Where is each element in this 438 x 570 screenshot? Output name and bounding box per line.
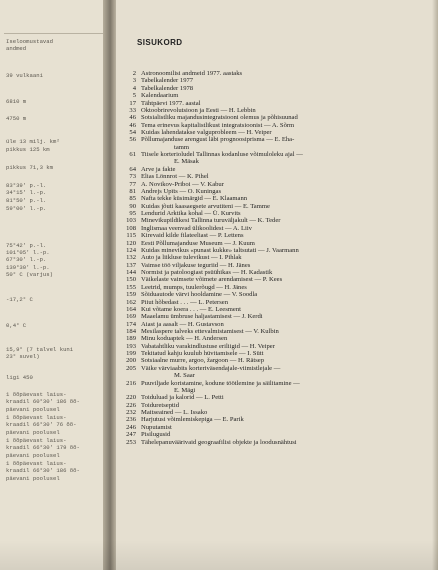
- toc-entry: [116, 107, 438, 114]
- left-page-line: 81°50' p.-l.: [6, 197, 47, 204]
- toc-page-number: 33: [129, 106, 136, 114]
- toc-page-number: 247: [126, 431, 136, 439]
- toc-entry-title: Sõiduautode värvi hooldamine — V. Soodla: [141, 291, 258, 299]
- toc-page-number: 115: [126, 232, 136, 240]
- toc-entry-title: Kuidas lahendatakse valguprobleem — H. Veiper: [141, 129, 272, 136]
- toc-entry: [116, 203, 438, 210]
- left-page-line: pikkus 125 km: [6, 146, 50, 153]
- toc-page-number: 5: [132, 92, 136, 100]
- toc-page-number: 200: [126, 357, 136, 365]
- toc-page-number: 193: [126, 342, 136, 350]
- toc-entry: [116, 357, 438, 364]
- toc-entry-title: Andrejs Upīts — O. Kuningas: [141, 187, 222, 195]
- left-page-line: 75°42' p.-l.: [6, 242, 47, 249]
- left-page-line: pikkus 71,3 km: [6, 164, 53, 171]
- toc-page-number: 46: [129, 114, 136, 122]
- left-page-line: 6810 m: [6, 98, 27, 105]
- toc-page-number: 132: [126, 254, 136, 262]
- toc-entry-title: Tekitatud kahju kuulub hüvitamisele — I. Sütt: [141, 350, 264, 358]
- toc-entry: [116, 380, 438, 387]
- toc-entry: [116, 210, 438, 217]
- left-page-line: päevani poolusel: [6, 429, 60, 436]
- left-page-line: 34°15' l.-p.: [6, 189, 47, 196]
- left-page-line: 1 õõpäevast laius-: [6, 437, 67, 444]
- toc-entry: [116, 188, 438, 195]
- toc-entry: [116, 313, 438, 320]
- toc-entry: [116, 70, 438, 77]
- left-page-line: 1 õõpäevast laius-: [6, 414, 67, 421]
- toc-page-number: 169: [126, 313, 136, 321]
- toc-entry: [116, 424, 438, 431]
- toc-entry-title: Kui võtame koera . . . — E. Leesment: [141, 305, 241, 313]
- toc-page-number: 226: [126, 401, 136, 409]
- toc-entry: [116, 372, 438, 379]
- toc-entry-title: Tabelkalender 1978: [141, 84, 194, 92]
- toc-entry: [116, 350, 438, 357]
- toc-entry-title: Puuviljade koristamine, kodune töötlemine ja säilitamine —: [141, 379, 300, 387]
- left-page-rule: [4, 33, 104, 34]
- toc-entry: [116, 195, 438, 202]
- toc-entry: [116, 232, 438, 239]
- left-page-line: andmed: [6, 45, 27, 52]
- left-page-line: kraadil 60°30' 186 õõ-: [6, 398, 80, 405]
- left-page-line: kraadil 66°30' 179 õõ-: [6, 444, 80, 451]
- toc-entry-title: Tema erinevus kapitalistlikust integratsioonist — A. Sõrm: [141, 121, 295, 129]
- toc-entry: [116, 136, 438, 143]
- toc-entry-title: Pisilugusid: [141, 431, 171, 439]
- toc-entry: [116, 416, 438, 423]
- toc-entry: [116, 321, 438, 328]
- left-page-line: päevani poolusel: [6, 475, 60, 482]
- right-page: [116, 0, 438, 570]
- toc-page-number: 90: [129, 202, 136, 210]
- toc-entry: [116, 276, 438, 283]
- toc-page-number: 253: [126, 438, 136, 446]
- toc-entry: [116, 365, 438, 372]
- toc-entry-title: Väike värviaabits korteriväsendajale-viimistlejale —: [141, 364, 281, 372]
- toc-page-number: 159: [126, 291, 136, 299]
- toc-entry-title: Nafta tekke küsimärgid — E. Klaamann: [141, 195, 248, 203]
- left-page-line: -17,2° C: [6, 296, 33, 303]
- left-page-line: 15,9° (7 talvel kuni: [6, 346, 74, 353]
- toc-entry-title: tamm: [174, 143, 190, 151]
- toc-entry-title: Väikelaste vaimsete võimete arendamisest — P. Kees: [141, 276, 283, 284]
- toc-page-number: 103: [126, 217, 136, 225]
- left-page-line: 101°05' l.-p.: [6, 249, 50, 256]
- left-page-line: 67°30' l.-p.: [6, 256, 47, 263]
- toc-entry-title: Minevikupildikesi Tallinna turuväljakult — K. Teder: [141, 217, 281, 225]
- toc-page-number: 205: [126, 364, 136, 372]
- toc-entry: [116, 158, 438, 165]
- toc-entry: [116, 439, 438, 446]
- toc-page-number: 95: [129, 210, 136, 217]
- toc-entry: [116, 409, 438, 416]
- toc-entry-title: Kirevaid kilde filateeliast — P. Lettens: [141, 232, 244, 240]
- toc-entry: [116, 225, 438, 232]
- toc-page-number: 56: [129, 136, 136, 144]
- toc-entry: [116, 262, 438, 269]
- left-page-line: kraadil 66°30' 186 õõ-: [6, 467, 80, 474]
- toc-page-number: 4: [132, 84, 136, 92]
- toc-page-number: 81: [129, 187, 136, 195]
- toc-entry-title: Normist ja patoloogiast psüühikas — H. Kadastik: [141, 269, 273, 276]
- toc-entry-title: Elias Lönnrot — K. Pihel: [141, 173, 209, 181]
- toc-page-number: 54: [129, 129, 136, 136]
- toc-page-number: 144: [126, 269, 136, 276]
- left-page-line: 4750 m: [6, 115, 27, 122]
- toc-entry: [116, 217, 438, 224]
- left-page-line: kraadil 66°30' 76 õõ-: [6, 421, 77, 428]
- toc-entry: [116, 144, 438, 151]
- toc-page-number: 174: [126, 320, 136, 328]
- toc-entry-title: Kuidas minevikus «punast kukke» taltsutati — J. Vaarmann: [141, 246, 299, 254]
- toc-page-number: 216: [126, 379, 136, 387]
- toc-entry-title: Kuidas jõuti kaasaegsete arvutiteni — E. Tamme: [141, 202, 270, 210]
- left-page-line: päevani poolusel: [6, 406, 60, 413]
- toc-entry: [116, 173, 438, 180]
- toc-page-number: 232: [126, 409, 136, 416]
- toc-page-number: 189: [126, 335, 136, 343]
- toc-entry-title: E. Mägi: [174, 386, 196, 394]
- toc-entry-title: Arve ja fakte: [141, 165, 176, 173]
- left-page-line: 83°39' p.-l.: [6, 182, 47, 189]
- left-page-line: päevani poolusel: [6, 452, 60, 459]
- toc-entry: [116, 343, 438, 350]
- toc-entry: [116, 394, 438, 401]
- toc-entry-title: Aiast ja aasalt — H. Gustavson: [141, 320, 224, 328]
- toc-entry-title: Mesilaspere talveks ettevalmistamisest — V. Kulbin: [141, 327, 279, 335]
- toc-entry: [116, 85, 438, 92]
- left-page-line: 0,4° C: [6, 322, 27, 329]
- toc-entry-title: Maaelamu ümbruse haljastamisest — J. Kerdi: [141, 313, 263, 321]
- left-page-line: 1 õõpäevast laius-: [6, 460, 67, 467]
- toc-entry: [116, 77, 438, 84]
- toc-entry-title: Lendurid Arktika kohal — Ü. Kurvits: [141, 210, 241, 217]
- left-page-line: üle 13 milj. km²: [6, 138, 60, 145]
- toc-page-number: 120: [126, 239, 136, 247]
- toc-entry: [116, 247, 438, 254]
- toc-page-number: 124: [126, 246, 136, 254]
- toc-entry: [116, 284, 438, 291]
- toc-page-number: 236: [126, 416, 136, 424]
- toc-entry: [116, 431, 438, 438]
- page-edge: [432, 0, 438, 570]
- left-page-line: 23° suvel): [6, 353, 40, 360]
- toc-entry-title: Inglismaa veenvad ülikoolidest — A. Liiv: [141, 224, 252, 232]
- toc-entry-title: Eesti Põllumajanduse Museum — J. Kuum: [141, 239, 255, 247]
- toc-page-number: 61: [129, 151, 136, 159]
- toc-entry-title: Tiisele korterioludel Tallinnas kodanluse võimuloleku ajal —: [141, 151, 303, 159]
- toc-page-number: 77: [129, 180, 136, 188]
- toc-entry: [116, 306, 438, 313]
- toc-entry-title: M. Saar: [174, 372, 195, 380]
- toc-page-number: 2: [132, 70, 136, 77]
- toc-title: SISUKORD: [137, 38, 183, 47]
- left-page: [0, 0, 106, 570]
- toc-entry: [116, 181, 438, 188]
- left-page-line: 1 õõpäevast laius-: [6, 391, 67, 398]
- toc-entry-title: E. Mäsak: [174, 158, 199, 166]
- toc-page-number: 162: [126, 298, 136, 306]
- left-page-line: ligi 450: [6, 374, 33, 381]
- left-page-line: 50° C (varjus): [6, 271, 53, 278]
- toc-entry-title: Harjutusi võimlemiskepiga — E. Parik: [141, 416, 244, 424]
- toc-entry-title: Toiduluad ja kalorid — L. Petti: [141, 394, 224, 402]
- left-page-line: 139°30' l.-p.: [6, 264, 50, 271]
- toc-page-number: 3: [132, 77, 136, 85]
- toc-entry: [116, 122, 438, 129]
- toc-entry-title: Vaimse töö viljakuse teguriid — H. Jänes: [141, 261, 251, 269]
- toc-page-number: 108: [126, 224, 136, 232]
- toc-page-number: 137: [126, 261, 136, 269]
- toc-entry-title: Tähelepanuväärivaid geograafilisi objekte ja loodusnähtusi: [141, 438, 297, 446]
- toc-entry: [116, 92, 438, 99]
- toc-entry: [116, 299, 438, 306]
- toc-entry-title: A. Novikov-Priboi — V. Kabur: [141, 180, 224, 188]
- toc-entry: [116, 328, 438, 335]
- toc-entry-title: Oktoobrirevolutsioon ja Eesti — H. Lebbin: [141, 106, 256, 114]
- toc-entry-title: Nuputamist: [141, 423, 172, 431]
- toc-entry: [116, 114, 438, 121]
- toc-entry-title: Leetrid, mumps, tuulerõugd — H. Jänes: [141, 283, 247, 291]
- toc-page-number: 184: [126, 327, 136, 335]
- left-page-line: Iseloomustavad: [6, 38, 53, 45]
- toc-entry-title: Kalendaarium: [141, 92, 179, 100]
- toc-page-number: 46: [129, 121, 136, 129]
- left-page-line: 39 vulkaani: [6, 72, 43, 79]
- toc-entry: [116, 387, 438, 394]
- toc-entry: [116, 166, 438, 173]
- toc-page-number: 17: [129, 99, 136, 107]
- toc-entry-title: Astronoomilisi andmeid 1977. aastaks: [141, 70, 243, 77]
- toc-entry: [116, 335, 438, 342]
- toc-entry-title: Maitseained — L. Issako: [141, 409, 208, 416]
- toc-entry-title: Toiduretseptid: [141, 401, 179, 409]
- toc-page-number: 246: [126, 423, 136, 431]
- toc-entry: [116, 291, 438, 298]
- toc-entry: [116, 254, 438, 261]
- left-page-line: 59°00' l.-p.: [6, 205, 47, 212]
- toc-entry-title: Auto ja liikluse tulevikust — I. Pihlak: [141, 254, 242, 262]
- toc-page-number: 64: [129, 165, 136, 173]
- toc-page-number: 220: [126, 394, 136, 402]
- toc-entry-title: Põllumajanduse arengust läbi prognoosiprisma — E. Eha-: [141, 136, 295, 144]
- toc-page-number: 155: [126, 283, 136, 291]
- toc-page-number: 164: [126, 305, 136, 313]
- toc-entry-title: Tähtpäevi 1977. aastal: [141, 99, 201, 107]
- toc-entry-title: Minu koduaptek — H. Andersen: [141, 335, 228, 343]
- toc-page-number: 150: [126, 276, 136, 284]
- toc-page-number: 199: [126, 350, 136, 358]
- toc-entry-title: Piiut hõbedast . . . — L. Petersen: [141, 298, 228, 306]
- toc-entry: [116, 100, 438, 107]
- toc-entry: [116, 151, 438, 158]
- toc-page-number: 73: [129, 173, 136, 181]
- toc-entry: [116, 269, 438, 276]
- toc-entry-title: Sotsiaalne murre, argoo, žargoon — H. Rätsep: [141, 357, 264, 365]
- toc-entry: [116, 240, 438, 247]
- toc-entry-title: Vabatahtliku varakindlustuse eriliigid — H. Veiper: [141, 342, 275, 350]
- toc-entry-title: Sotsialistliku majandusintegratsiooni olemus ja põhisuunad: [141, 114, 298, 122]
- toc-page-number: 85: [129, 195, 136, 203]
- toc-entry: [116, 402, 438, 409]
- toc-entry-title: Tabelkalender 1977: [141, 77, 194, 85]
- toc-entry: [116, 129, 438, 136]
